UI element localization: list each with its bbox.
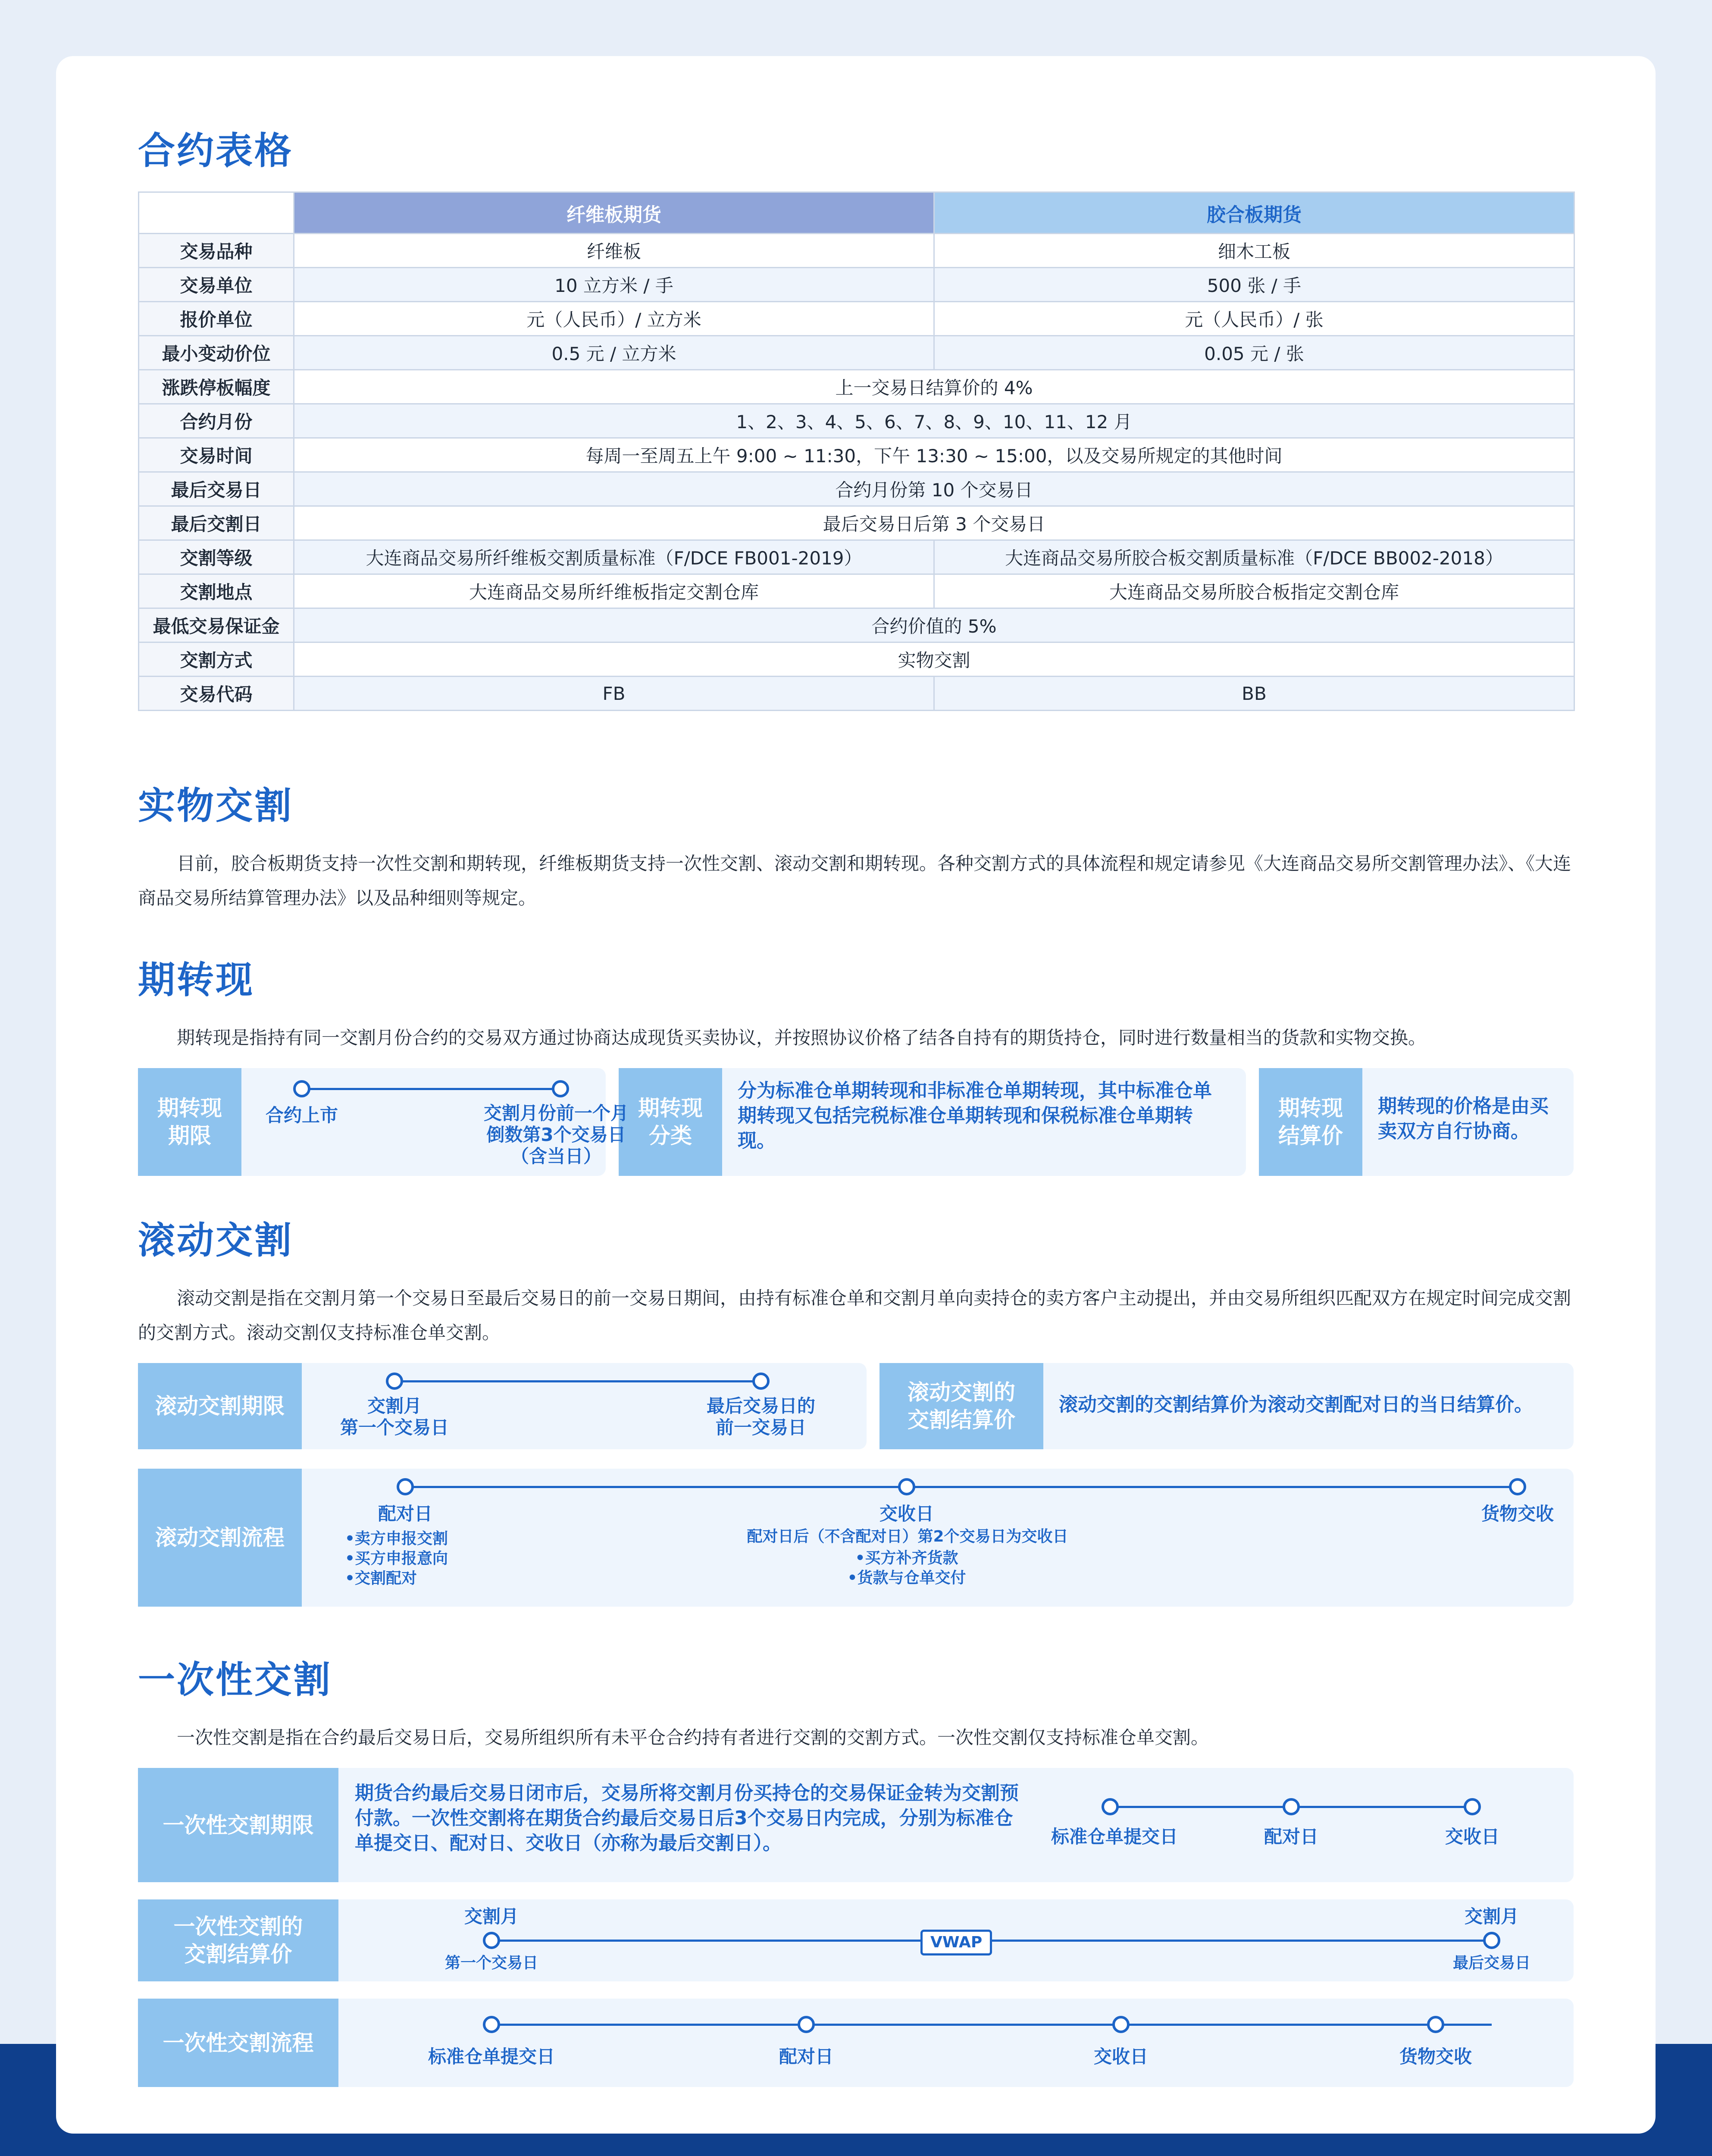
efp-price-body xyxy=(1362,1068,1574,1176)
rolling-flow-1: 配对日 xyxy=(378,1503,432,1524)
row-value-plywood: 大连商品交易所胶合板交割质量标准（F/DCE BB002-2018） xyxy=(934,540,1574,574)
row-label: 交割等级 xyxy=(139,540,294,574)
row-value-shared: 合约价值的 5% xyxy=(294,608,1574,642)
efp-period-end: 交割月份前一个月 倒数第3个交易日 （含当日） xyxy=(483,1103,629,1167)
row-value-fiberboard: 大连商品交易所纤维板指定交割仓库 xyxy=(294,574,934,608)
onetime-text: 一次性交割是指在合约最后交易日后，交易所组织所有未平仓合约持有者进行交割的交割方式。一次性交割仅支持标准仓单交割。 xyxy=(177,1727,1209,1748)
timeline-dot xyxy=(552,1080,569,1097)
timeline-dot xyxy=(1102,1798,1119,1815)
row-label: 最后交割日 xyxy=(139,506,294,540)
row-label: 交易单位 xyxy=(139,268,294,302)
efp-class-box xyxy=(619,1068,1246,1176)
header-fiberboard: 纤维板期货 xyxy=(294,192,934,234)
onetime-price-timeline xyxy=(338,1899,1574,1981)
table-row xyxy=(139,642,1574,677)
rolling-text: 滚动交割是指在交割月第一个交易日至最后交易日的前一交易日期间，由持有标准仓单和交割月单向卖持仓的卖方客户主动提出，并由交易所组织匹配双方在规定时间完成交割的交割方式。滚动交割仅支持标准仓单交割。 xyxy=(138,1288,1571,1343)
rolling-flow-2-note: 配对日后（不含配对日）第2个交易日为交收日 xyxy=(747,1528,1068,1545)
row-label: 交易时间 xyxy=(139,438,294,472)
timeline-dot xyxy=(798,2016,815,2033)
timeline-dot xyxy=(1112,2016,1130,2033)
row-value-shared: 最后交易日后第 3 个交易日 xyxy=(294,506,1574,540)
onetime-flow-timeline xyxy=(338,1999,1574,2087)
onetime-price-right-bottom: 最后交易日 xyxy=(1452,1954,1530,1972)
row-value-fiberboard: FB xyxy=(294,677,934,711)
timeline-dot xyxy=(898,1478,915,1495)
onetime-period-box xyxy=(138,1768,1574,1882)
row-label: 交割地点 xyxy=(139,574,294,608)
row-label: 报价单位 xyxy=(139,302,294,336)
table-row xyxy=(139,540,1574,574)
table-row xyxy=(139,472,1574,506)
onetime-flow-node-3: 交收日 xyxy=(1093,2046,1148,2067)
efp-class-text: 分为标准仓单期转现和非标准仓单期转现，其中标准仓单期转现又包括完税标准仓单期转现和保税标准仓单期转现。 xyxy=(738,1080,1212,1152)
onetime-period-node-1: 标准仓单提交日 xyxy=(1051,1826,1178,1847)
row-value-plywood: 大连商品交易所胶合板指定交割仓库 xyxy=(934,574,1574,608)
onetime-period-text: 期货合约最后交易日闭市后，交易所将交割月份买持仓的交易保证金转为交割预付款。一次性交割将在期货合约最后交易日后3个交易日内完成，分别为标准仓单提交日、配对日、交收日（亦称为最后交割日）。 xyxy=(355,1782,1019,1854)
rolling-flow-2: 交收日 xyxy=(879,1503,934,1524)
table-corner xyxy=(139,192,294,234)
efp-price-tag: 期转现 结算价 xyxy=(1259,1068,1362,1176)
content xyxy=(138,121,1574,2087)
section-title-rolling: 滚动交割 xyxy=(138,1219,293,1262)
row-label: 最后交易日 xyxy=(139,472,294,506)
timeline-line xyxy=(491,2024,1492,2026)
row-value-shared: 合约月份第 10 个交易日 xyxy=(294,472,1574,506)
timeline-dot xyxy=(293,1080,310,1097)
onetime-period-body xyxy=(338,1768,1574,1882)
rolling-row xyxy=(138,1363,1574,1449)
efp-row xyxy=(138,1068,1574,1176)
rolling-flow-2-sub: •买方补齐货款 •货款与仓单交付 xyxy=(847,1549,966,1587)
onetime-period-tag: 一次性交割期限 xyxy=(138,1768,338,1882)
row-value-shared: 1、2、3、4、5、6、7、8、9、10、11、12 月 xyxy=(294,404,1574,438)
row-value-shared: 每周一至周五上午 9:00 ~ 11:30，下午 13:30 ~ 15:00，以及交易所规定的其他时间 xyxy=(294,438,1574,472)
onetime-period-node-2: 配对日 xyxy=(1264,1826,1318,1847)
row-label: 交易品种 xyxy=(139,234,294,268)
table-row xyxy=(139,268,1574,302)
onetime-flow-box xyxy=(138,1999,1574,2087)
row-value-fiberboard: 元（人民币）/ 立方米 xyxy=(294,302,934,336)
rolling-flow-box xyxy=(138,1469,1574,1607)
rolling-flow-3: 货物交收 xyxy=(1481,1503,1554,1524)
section-title-contract: 合约表格 xyxy=(138,129,293,172)
timeline-dot xyxy=(752,1373,770,1390)
timeline-line xyxy=(302,1088,560,1090)
row-label: 合约月份 xyxy=(139,404,294,438)
physical-text: 目前，胶合板期货支持一次性交割和期转现，纤维板期货支持一次性交割、滚动交割和期转现。各种交割方式的具体流程和规定请参见《大连商品交易所交割管理办法》、《大连商品交易所结算管理办法》以及品种细则等规定。 xyxy=(138,853,1571,909)
timeline-dot xyxy=(1509,1478,1526,1495)
table-row xyxy=(139,677,1574,711)
rolling-period-end: 最后交易日的 前一交易日 xyxy=(706,1395,815,1438)
row-value-plywood: 元（人民币）/ 张 xyxy=(934,302,1574,336)
section-title-efp: 期转现 xyxy=(138,959,254,1002)
row-value-plywood: BB xyxy=(934,677,1574,711)
row-label: 交易代码 xyxy=(139,677,294,711)
timeline-dot xyxy=(1464,1798,1481,1815)
rolling-price-box xyxy=(879,1363,1574,1449)
onetime-price-vwap: VWAP xyxy=(920,1930,992,1955)
row-value-plywood: 细木工板 xyxy=(934,234,1574,268)
timeline-dot xyxy=(1427,2016,1444,2033)
table-row xyxy=(139,234,1574,268)
efp-period-timeline xyxy=(241,1068,629,1176)
row-label: 交割方式 xyxy=(139,642,294,677)
onetime-flow-node-4: 货物交收 xyxy=(1399,2046,1472,2067)
section-title-onetime: 一次性交割 xyxy=(138,1658,332,1702)
contract-table xyxy=(138,191,1575,711)
table-body xyxy=(139,234,1574,711)
row-label: 最小变动价位 xyxy=(139,336,294,370)
efp-text: 期转现是指持有同一交割月份合约的交易双方通过协商达成现货买卖协议，并按照协议价格了结各自持有的期货持仓，同时进行数量相当的货款和实物交换。 xyxy=(177,1027,1427,1048)
timeline-dot xyxy=(1483,1932,1500,1949)
onetime-price-left-top: 交割月 xyxy=(464,1906,519,1927)
onetime-flow-node-1: 标准仓单提交日 xyxy=(428,2046,555,2067)
timeline-dot xyxy=(1283,1798,1300,1815)
timeline-dot xyxy=(397,1478,414,1495)
rolling-period-timeline xyxy=(302,1363,867,1449)
rolling-period-box xyxy=(138,1363,867,1449)
table-row xyxy=(139,438,1574,472)
rolling-period-tag: 滚动交割期限 xyxy=(138,1363,302,1449)
onetime-period-node-3: 交收日 xyxy=(1445,1826,1499,1847)
efp-class-body xyxy=(722,1068,1246,1176)
rolling-price-tag: 滚动交割的 交割结算价 xyxy=(879,1363,1043,1449)
row-value-shared: 上一交易日结算价的 4% xyxy=(294,370,1574,404)
efp-price-text: 期转现的价格是由买卖双方自行协商。 xyxy=(1378,1095,1549,1142)
timeline-dot xyxy=(483,2016,500,2033)
row-value-shared: 实物交割 xyxy=(294,642,1574,677)
onetime-price-box xyxy=(138,1899,1574,1981)
row-label: 涨跌停板幅度 xyxy=(139,370,294,404)
onetime-price-tag: 一次性交割的 交割结算价 xyxy=(138,1899,338,1981)
rolling-price-text: 滚动交割的交割结算价为滚动交割配对日的当日结算价。 xyxy=(1059,1394,1533,1416)
row-label: 最低交易保证金 xyxy=(139,608,294,642)
onetime-flow-tag: 一次性交割流程 xyxy=(138,1999,338,2087)
row-value-fiberboard: 纤维板 xyxy=(294,234,934,268)
rolling-price-body xyxy=(1043,1363,1574,1449)
row-value-fiberboard: 大连商品交易所纤维板交割质量标准（F/DCE FB001-2019） xyxy=(294,540,934,574)
timeline-line xyxy=(394,1380,761,1382)
section-title-physical: 实物交割 xyxy=(138,784,293,827)
efp-price-box xyxy=(1259,1068,1574,1176)
timeline-dot xyxy=(483,1932,500,1949)
row-value-plywood: 500 张 / 手 xyxy=(934,268,1574,302)
timeline-line xyxy=(405,1486,1518,1488)
onetime-price-right-top: 交割月 xyxy=(1464,1906,1519,1927)
efp-period-start: 合约上市 xyxy=(265,1105,338,1126)
header-plywood: 胶合板期货 xyxy=(934,192,1574,234)
table-row xyxy=(139,608,1574,642)
rolling-flow-timeline xyxy=(302,1469,1574,1607)
row-value-fiberboard: 0.5 元 / 立方米 xyxy=(294,336,934,370)
efp-class-tag: 期转现 分类 xyxy=(619,1068,722,1176)
table-row xyxy=(139,302,1574,336)
timeline-dot xyxy=(386,1373,403,1390)
row-value-plywood: 0.05 元 / 张 xyxy=(934,336,1574,370)
table-row xyxy=(139,574,1574,608)
onetime-price-left-bottom: 第一个交易日 xyxy=(444,1954,538,1972)
efp-period-box xyxy=(138,1068,629,1176)
rolling-flow-1-sub: •卖方申报交割 •买方申报意向 •交割配对 xyxy=(345,1530,448,1587)
rolling-flow-tag: 滚动交割流程 xyxy=(138,1469,302,1607)
content-card xyxy=(56,56,1656,2134)
rolling-period-start: 交割月 第一个交易日 xyxy=(340,1395,449,1438)
row-value-fiberboard: 10 立方米 / 手 xyxy=(294,268,934,302)
table-row xyxy=(139,506,1574,540)
table-row xyxy=(139,336,1574,370)
table-row xyxy=(139,404,1574,438)
efp-period-tag: 期转现 期限 xyxy=(138,1068,241,1176)
table-row xyxy=(139,370,1574,404)
onetime-flow-node-2: 配对日 xyxy=(779,2046,833,2067)
